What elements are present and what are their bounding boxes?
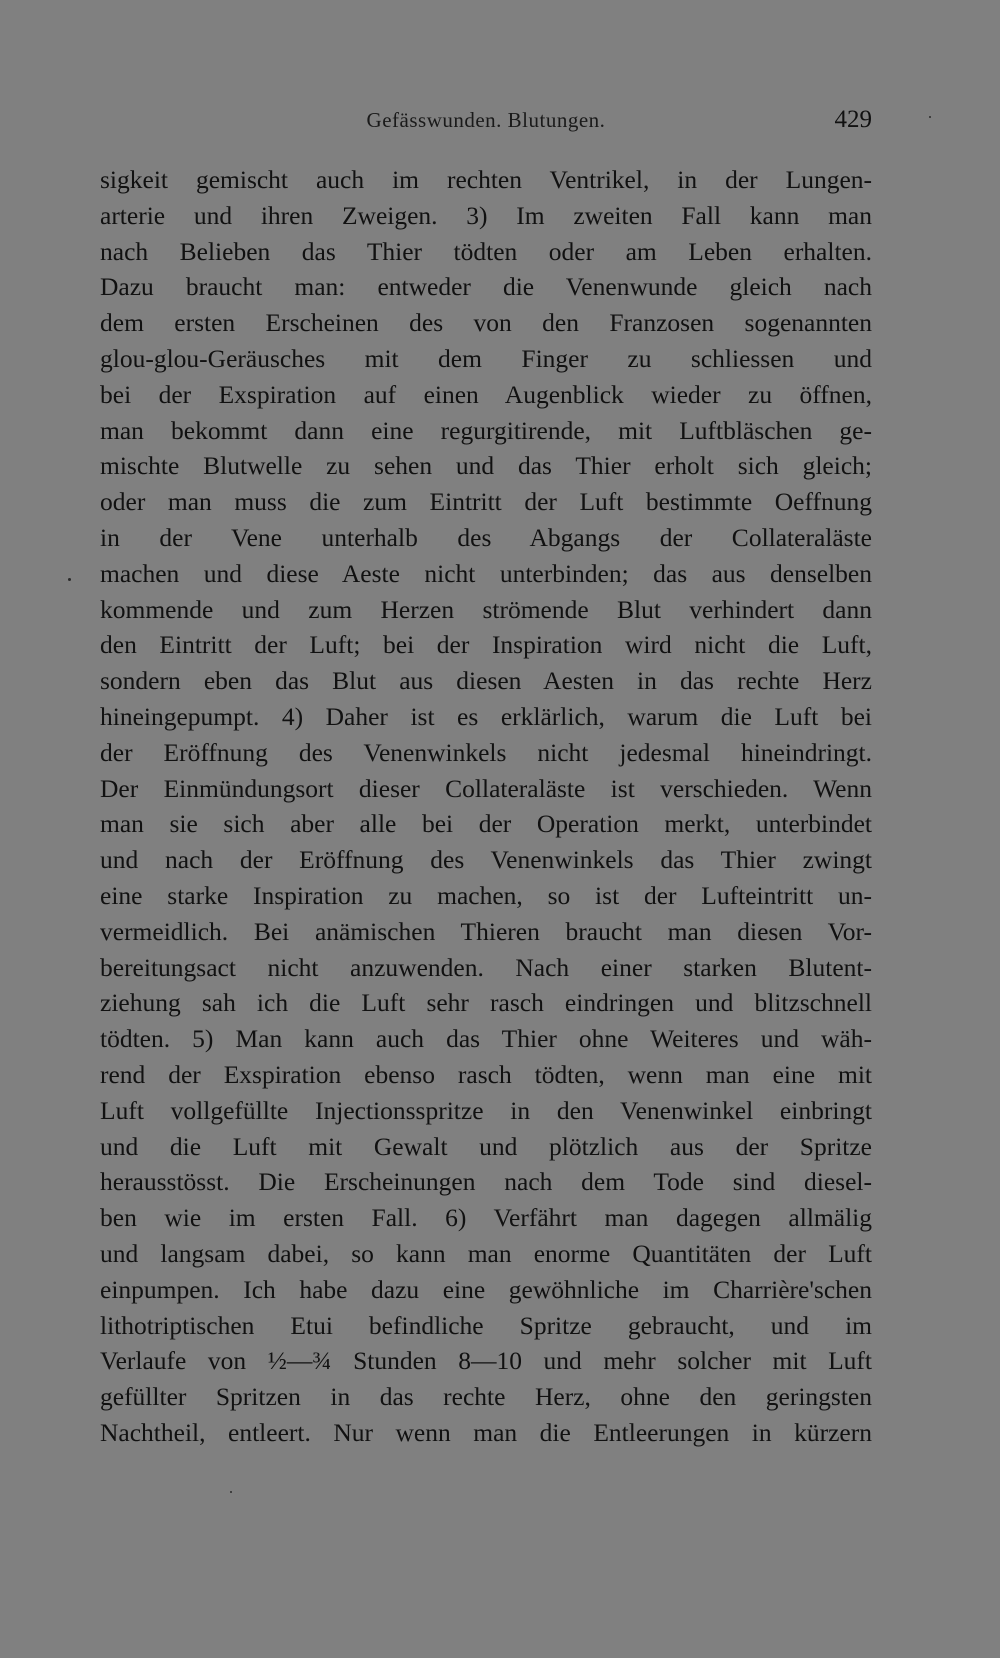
text-line: Nachtheil, entleert. Nur wenn man die Entleerungen in kürzern — [100, 1417, 872, 1447]
text-line: bei der Exspiration auf einen Augenblick wieder zu öffnen, — [100, 379, 872, 409]
text-line: Luft vollgefüllte Injectionsspritze in den Venenwinkel einbringt — [100, 1095, 872, 1125]
running-title: Gefässwunden. Blutungen. — [366, 108, 606, 132]
text-line: dem ersten Erscheinen des von den Franzosen sogenannten — [100, 308, 872, 338]
text-line: rend der Exspiration ebenso rasch tödten, wenn man eine mit — [100, 1059, 872, 1089]
text-line: herausstösst. Die Erscheinungen nach dem Tode sind diesel- — [100, 1167, 872, 1197]
text-line: einpumpen. Ich habe dazu eine gewöhnliche im Charrière'schen — [100, 1274, 872, 1304]
page-number: 429 — [834, 106, 872, 133]
text-line: und die Luft mit Gewalt und plötzlich aus der Spritze — [100, 1131, 872, 1161]
text-line: in der Vene unterhalb des Abgangs der Collateraläste — [100, 522, 872, 552]
text-line: ziehung sah ich die Luft sehr rasch eindringen und blitzschnell — [100, 988, 872, 1018]
text-line: man sie sich aber alle bei der Operation merkt, unterbindet — [100, 809, 872, 839]
text-line: bereitungsact nicht anzuwenden. Nach einer starken Blutent- — [100, 952, 872, 982]
text-line: vermeidlich. Bei anämischen Thieren braucht man diesen Vor- — [100, 916, 872, 946]
text-line: und langsam dabei, so kann man enorme Quantitäten der Luft — [100, 1238, 872, 1268]
text-line: kommende und zum Herzen strömende Blut verhindert dann — [100, 594, 872, 624]
text-line: hineingepumpt. 4) Daher ist es erklärlich, warum die Luft bei — [100, 701, 872, 731]
ink-speck — [68, 578, 71, 581]
body-text — [100, 162, 872, 1451]
text-line: und nach der Eröffnung des Venenwinkels das Thier zwingt — [100, 845, 872, 875]
text-line: sondern eben das Blut aus diesen Aesten in das rechte Herz — [100, 666, 872, 696]
text-line: ben wie im ersten Fall. 6) Verfährt man dagegen allmälig — [100, 1203, 872, 1233]
running-head — [100, 108, 872, 142]
text-line: nach Belieben das Thier tödten oder am Leben erhalten. — [100, 236, 872, 266]
text-line: sigkeit gemischt auch im rechten Ventrikel, in der Lungen- — [100, 165, 872, 194]
text-line: mischte Blutwelle zu sehen und das Thier erholt sich gleich; — [100, 451, 872, 481]
text-line: tödten. 5) Man kann auch das Thier ohne Weiteres und wäh- — [100, 1024, 872, 1054]
text-line: lithotriptischen Etui befindliche Spritze gebraucht, und im — [100, 1310, 872, 1340]
ink-speck — [929, 116, 931, 118]
text-line: oder man muss die zum Eintritt der Luft bestimmte Oeffnung — [100, 487, 872, 517]
text-line: man bekommt dann eine regurgitirende, mit Luftbläschen ge- — [100, 415, 872, 445]
ink-speck — [230, 1491, 232, 1493]
text-line: der Eröffnung des Venenwinkels nicht jedesmal hineindringt. — [100, 737, 872, 767]
text-line: eine starke Inspiration zu machen, so ist der Lufteintritt un- — [100, 880, 872, 910]
text-line: glou-glou-Geräusches mit dem Finger zu schliessen und — [100, 343, 872, 373]
text-line: den Eintritt der Luft; bei der Inspiration wird nicht die Luft, — [100, 630, 872, 660]
text-line: gefüllter Spritzen in das rechte Herz, ohne den geringsten — [100, 1382, 872, 1412]
text-line: Der Einmündungsort dieser Collateraläste ist verschieden. Wenn — [100, 773, 872, 803]
text-line: Verlaufe von ½—¾ Stunden 8—10 und mehr solcher mit Luft — [100, 1346, 872, 1376]
text-line: Dazu braucht man: entweder die Venenwunde gleich nach — [100, 272, 872, 302]
text-line: arterie und ihren Zweigen. 3) Im zweiten Fall kann man — [100, 200, 872, 230]
text-line: machen und diese Aeste nicht unterbinden; das aus denselben — [100, 558, 872, 588]
